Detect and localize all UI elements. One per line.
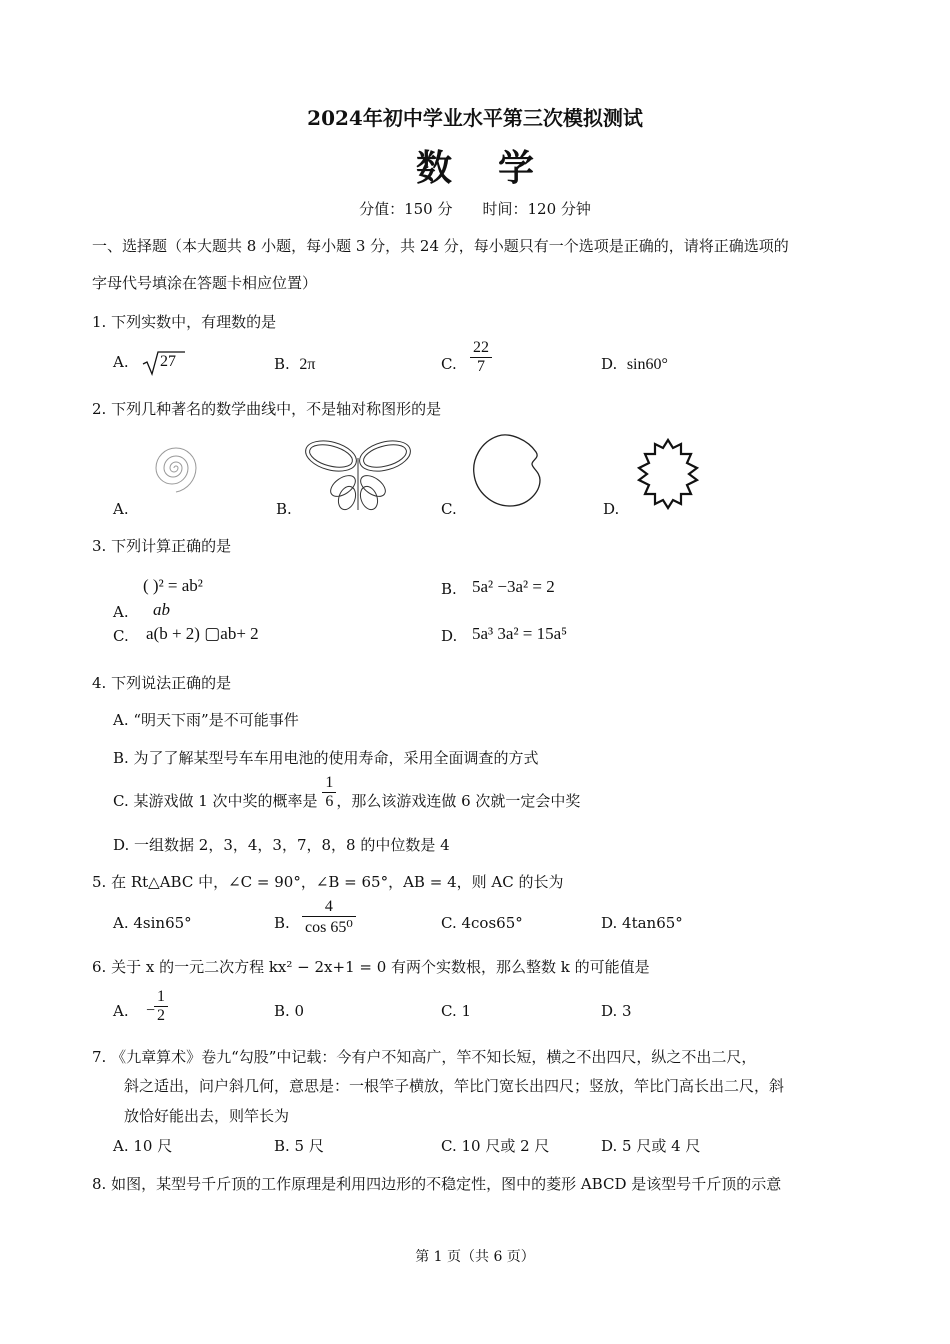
q3-option-a-base: ab bbox=[153, 600, 170, 619]
q6-option-a-fraction: $\frac{1}{2}$ bbox=[154, 988, 168, 1025]
q5-option-b-fraction: $\frac{4}{\text{cos 65⁰}}$ bbox=[302, 898, 356, 937]
q5-option-b-label: B. bbox=[274, 914, 290, 932]
exam-meta: 分值：150 分 时间：120 分钟 bbox=[359, 200, 591, 218]
q4-option-b: B. 为了了解某型号车车用电池的使用寿命，采用全面调查的方式 bbox=[113, 749, 539, 767]
butterfly-curve-figure bbox=[303, 434, 413, 514]
q2-option-b: B. bbox=[276, 500, 292, 518]
q2-option-c: C. bbox=[441, 500, 457, 518]
q3-option-d-expression: 5a³ 3a² = 15a⁵ bbox=[472, 624, 568, 643]
q4-option-a: A. “明天下雨”是不可能事件 bbox=[113, 711, 299, 729]
exam-title: 2024年初中学业水平第三次模拟测试 bbox=[307, 106, 643, 130]
q3-option-b-label: B. bbox=[441, 580, 457, 598]
page-footer: 第 1 页（共 6 页） bbox=[415, 1249, 535, 1265]
q4-option-d: D. 一组数据 2，3，4，3，7，8，8 的中位数是 4 bbox=[113, 836, 450, 854]
q7-line1: 7. 《九章算术》卷九“勾股”中记载：今有户不知高广，竿不知长短，横之不出四尺，纵之不出二尺， bbox=[92, 1048, 757, 1066]
q7-option-b: B. 5 尺 bbox=[274, 1137, 324, 1155]
q2-option-d: D. bbox=[603, 500, 620, 518]
cardioid-curve-figure bbox=[470, 430, 546, 510]
q7-option-d: D. 5 尺或 4 尺 bbox=[601, 1137, 701, 1155]
q3-option-c-label: C. bbox=[113, 627, 129, 645]
q1-option-b: B. 2π bbox=[274, 355, 316, 373]
koch-snowflake-figure bbox=[631, 436, 705, 510]
q7-option-c: C. 10 尺或 2 尺 bbox=[441, 1137, 550, 1155]
section-instructions-line1: 一、选择题（本大题共 8 小题，每小题 3 分，共 24 分，每小题只有一个选项是正确的，请将正确选项的 bbox=[92, 237, 789, 255]
q5-option-a: A. 4sin65° bbox=[113, 914, 192, 932]
q2-option-a: A. bbox=[113, 500, 129, 518]
q8-line1: 8. 如图，某型号千斤顶的工作原理是利用四边形的不稳定性，图中的菱形 ABCD 是该型号千斤顶的示意 bbox=[92, 1175, 782, 1193]
q5-stem: 5. 在 Rt△ABC 中，∠C = 90°，∠B = 65°，AB = 4，则 AC 的长为 bbox=[92, 873, 564, 891]
q2-stem: 2. 下列几种著名的数学曲线中，不是轴对称图形的是 bbox=[92, 400, 442, 418]
q6-stem: 6. 关于 x 的一元二次方程 kx² − 2x+1 = 0 有两个实数根，那么整数 k 的可能值是 bbox=[92, 958, 650, 976]
q4-option-c: C. 某游戏做 1 次中奖的概率是 $\frac{1}{6}$ ，那么该游戏连做 6 次就一定会中奖 bbox=[113, 773, 581, 810]
q1-option-c-fraction: $\frac{22}{7}$ bbox=[470, 339, 492, 376]
section-instructions-line2: 字母代号填涂在答题卡相应位置） bbox=[92, 274, 318, 292]
q4-c-fraction: $\frac{1}{6}$ bbox=[322, 774, 336, 811]
spiral-curve-figure bbox=[138, 436, 210, 500]
subject-title: 数学 bbox=[415, 147, 580, 189]
q6-option-c: C. 1 bbox=[441, 1002, 472, 1020]
q1-stem: 1. 下列实数中，有理数的是 bbox=[92, 313, 277, 331]
q1-a-radicand: 27 bbox=[160, 353, 176, 370]
q6-option-b: B. 0 bbox=[274, 1002, 305, 1020]
q6-option-a-label: A. bbox=[113, 1002, 129, 1020]
q7-line3: 放恰好能出去，则竿长为 bbox=[124, 1107, 290, 1125]
q7-line2: 斜之适出，问户斜几何，意思是：一根竿子横放，竿比门宽长出四尺；竖放，竿比门高长出二尺，斜 bbox=[124, 1077, 785, 1095]
q3-option-a-label: A. bbox=[113, 603, 129, 621]
q3-option-c-expression: a(b + 2) ▢ab+ 2 bbox=[146, 624, 259, 643]
q3-option-a-expression: ( )² = ab² bbox=[143, 576, 203, 595]
q3-stem: 3. 下列计算正确的是 bbox=[92, 537, 232, 555]
q4-stem: 4. 下列说法正确的是 bbox=[92, 674, 232, 692]
q6-option-a-sign: − bbox=[146, 1002, 156, 1019]
q1-option-c-label: C. bbox=[441, 355, 457, 373]
q3-option-b-expression: 5a² −3a² = 2 bbox=[472, 577, 555, 596]
q1-option-d: D. sin60° bbox=[601, 355, 668, 373]
q6-option-d: D. 3 bbox=[601, 1002, 632, 1020]
q3-option-d-label: D. bbox=[441, 627, 458, 645]
q7-option-a: A. 10 尺 bbox=[113, 1137, 173, 1155]
q5-option-c: C. 4cos65° bbox=[441, 914, 523, 932]
q1-option-a: A. bbox=[113, 350, 187, 376]
q5-option-d: D. 4tan65° bbox=[601, 914, 683, 932]
